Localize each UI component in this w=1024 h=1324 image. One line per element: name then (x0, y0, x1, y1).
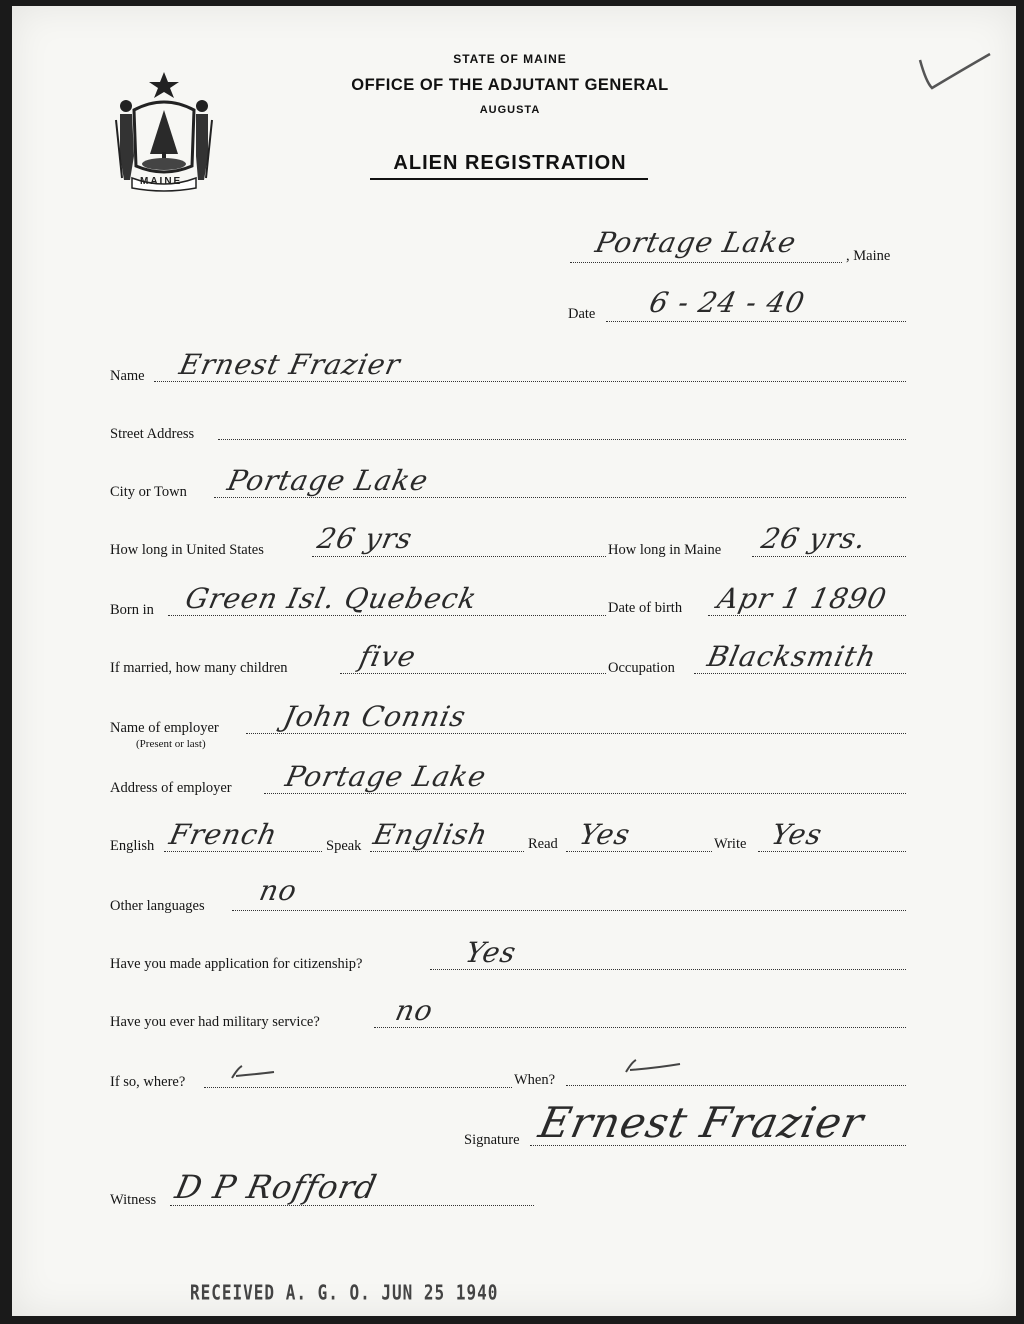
employer-address-value[interactable]: Portage Lake (282, 760, 490, 793)
english-line (164, 851, 322, 852)
citizenship-line (430, 969, 906, 970)
military-value[interactable]: no (392, 994, 437, 1027)
other-languages-value[interactable]: no (256, 874, 301, 907)
date-of-birth-label: Date of birth (608, 600, 683, 616)
city-value[interactable]: Portage Lake (224, 464, 432, 497)
write-label: Write (714, 836, 747, 852)
name-value[interactable]: Ernest Frazier (176, 348, 404, 381)
date-label: Date (568, 306, 596, 322)
occupation-value[interactable]: Blacksmith (704, 640, 880, 673)
born-in-value[interactable]: Green Isl. Quebeck (182, 582, 481, 615)
read-label: Read (528, 836, 558, 852)
place-label: , Maine (846, 248, 891, 264)
employer-address-label: Address of employer (110, 780, 232, 796)
military-line (374, 1027, 906, 1028)
occupation-label: Occupation (608, 660, 675, 676)
how-long-us-value[interactable]: 26 yrs (314, 522, 416, 555)
other-languages-label: Other languages (110, 898, 205, 914)
street-address-label: Street Address (110, 426, 195, 442)
title-underline (370, 178, 648, 180)
when-dash-mark-icon (620, 1054, 684, 1078)
employer-sublabel: (Present or last) (136, 738, 206, 750)
citizenship-label: Have you made application for citizenship? (110, 956, 363, 972)
where-line (204, 1087, 512, 1088)
how-long-us-line (312, 556, 606, 557)
how-long-us-label: How long in United States (110, 542, 264, 558)
speak-label: Speak (326, 838, 362, 854)
place-line (570, 262, 842, 263)
seal-banner-text: MAINE (140, 176, 183, 187)
place-value[interactable]: Portage Lake (592, 226, 800, 259)
date-of-birth-line (708, 615, 906, 616)
occupation-line (694, 673, 906, 674)
when-line (566, 1085, 906, 1086)
write-value[interactable]: Yes (768, 818, 826, 851)
speak-line (370, 851, 524, 852)
when-label: When? (514, 1072, 556, 1088)
date-line (606, 321, 906, 322)
employer-value[interactable]: John Connis (280, 700, 470, 733)
city-label: City or Town (110, 484, 187, 500)
check-mark-icon (912, 48, 994, 96)
children-value[interactable]: five (356, 640, 420, 673)
where-dash-mark-icon (228, 1062, 278, 1084)
citizenship-value[interactable]: Yes (462, 936, 520, 969)
employer-address-line (264, 793, 906, 794)
received-stamp: RECEIVED A. G. O. JUN 25 1940 (190, 1280, 499, 1305)
employer-label: Name of employer (110, 720, 219, 736)
english-value[interactable]: French (166, 818, 281, 851)
how-long-maine-label: How long in Maine (608, 542, 722, 558)
header-state: STATE OF MAINE (453, 52, 567, 66)
write-line (758, 851, 906, 852)
header-city: AUGUSTA (479, 104, 541, 116)
english-label: English (110, 838, 155, 854)
other-languages-line (232, 910, 906, 911)
born-in-label: Born in (110, 602, 154, 618)
how-long-maine-value[interactable]: 26 yrs. (758, 522, 870, 555)
witness-label: Witness (110, 1192, 157, 1208)
children-line (340, 673, 606, 674)
city-line (214, 497, 906, 498)
header-office: OFFICE OF THE ADJUTANT GENERAL (351, 76, 669, 94)
where-label: If so, where? (110, 1074, 186, 1090)
read-line (566, 851, 712, 852)
name-line (154, 381, 906, 382)
page-title: ALIEN REGISTRATION (393, 152, 627, 174)
military-label: Have you ever had military service? (110, 1014, 320, 1030)
signature-value[interactable]: Ernest Frazier (534, 1098, 869, 1147)
signature-label: Signature (464, 1132, 520, 1148)
children-label: If married, how many children (110, 660, 288, 676)
witness-value[interactable]: D P Rofford (171, 1168, 381, 1206)
employer-line (246, 733, 906, 734)
born-in-line (168, 615, 606, 616)
how-long-maine-line (752, 556, 906, 557)
speak-value[interactable]: English (370, 818, 492, 851)
date-value[interactable]: 6 - 24 - 40 (646, 286, 809, 319)
name-label: Name (110, 368, 145, 384)
date-of-birth-value[interactable]: Apr 1 1890 (714, 582, 890, 615)
street-address-line (218, 439, 906, 440)
read-value[interactable]: Yes (576, 818, 634, 851)
